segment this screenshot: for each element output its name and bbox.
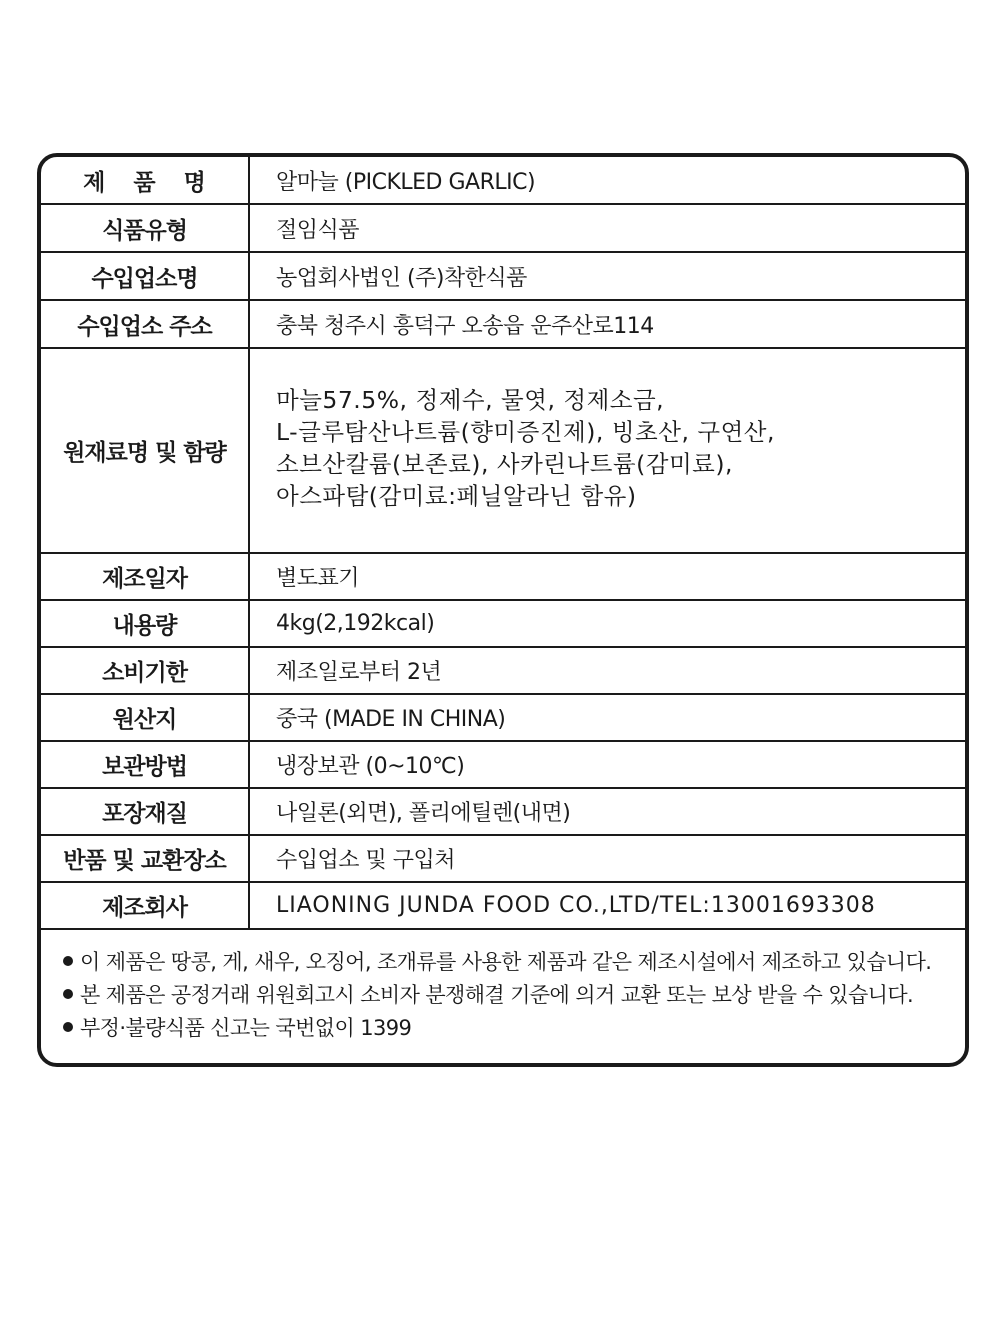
table-row bbox=[41, 300, 965, 348]
table-row bbox=[41, 882, 965, 929]
row-value-food-type: 절임식품 bbox=[249, 204, 965, 252]
product-label-box bbox=[37, 153, 969, 1067]
row-value-product-name: 알마늘 (PICKLED GARLIC) bbox=[249, 157, 965, 204]
row-key-expiry: 소비기한 bbox=[41, 647, 249, 694]
note-item bbox=[63, 1010, 965, 1043]
row-value-net-content: 4kg(2,192kcal) bbox=[249, 600, 965, 647]
ingredients-line: 소브산칼륨(보존료), 사카린나트륨(감미료), bbox=[276, 449, 733, 478]
table-row bbox=[41, 348, 965, 553]
row-value-importer-address: 충북 청주시 흥덕구 오송읍 운주산로114 bbox=[249, 300, 965, 348]
row-key-packaging: 포장재질 bbox=[41, 788, 249, 835]
row-key-importer-address: 수입업소 주소 bbox=[41, 300, 249, 348]
table-row bbox=[41, 204, 965, 252]
row-value-manufacture-date: 별도표기 bbox=[249, 553, 965, 600]
note-text: 이 제품은 땅콩, 게, 새우, 오징어, 조개류를 사용한 제품과 같은 제조시설에서 제조하고 있습니다. bbox=[80, 949, 932, 974]
table-row bbox=[41, 835, 965, 882]
note-text: 부정·불량식품 신고는 국번없이 1399 bbox=[80, 1015, 412, 1040]
row-value-manufacturer: LIAONING JUNDA FOOD CO.,LTD/TEL:13001693308 bbox=[249, 882, 965, 929]
row-key-importer-name: 수입업소명 bbox=[41, 252, 249, 300]
table-row bbox=[41, 647, 965, 694]
table-row bbox=[41, 741, 965, 788]
product-info-table bbox=[41, 157, 965, 930]
bullet-icon bbox=[63, 989, 73, 999]
note-text: 본 제품은 공정거래 위원회고시 소비자 분쟁해결 기준에 의거 교환 또는 보상 받을 수 있습니다. bbox=[80, 982, 914, 1007]
row-value-storage: 냉장보관 (0~10℃) bbox=[249, 741, 965, 788]
row-value-importer-name: 농업회사법인 (주)착한식품 bbox=[249, 252, 965, 300]
ingredients-line: 마늘57.5%, 정제수, 물엿, 정제소금, bbox=[276, 385, 665, 414]
table-row bbox=[41, 600, 965, 647]
ingredients-line: 아스파탐(감미료:페닐알라닌 함유) bbox=[276, 481, 637, 510]
table-row bbox=[41, 553, 965, 600]
row-value-return-place: 수입업소 및 구입처 bbox=[249, 835, 965, 882]
row-key-origin: 원산지 bbox=[41, 694, 249, 741]
ingredients-line: L-글루탐산나트륨(향미증진제), 빙초산, 구연산, bbox=[276, 417, 775, 446]
row-key-manufacture-date: 제조일자 bbox=[41, 553, 249, 600]
table-row bbox=[41, 788, 965, 835]
bullet-icon bbox=[63, 1022, 73, 1032]
row-key-food-type: 식품유형 bbox=[41, 204, 249, 252]
table-row bbox=[41, 694, 965, 741]
note-item bbox=[63, 977, 965, 1010]
row-key-return-place: 반품 및 교환장소 bbox=[41, 835, 249, 882]
bullet-icon bbox=[63, 956, 73, 966]
row-key-manufacturer: 제조회사 bbox=[41, 882, 249, 929]
table-row bbox=[41, 252, 965, 300]
row-value-ingredients bbox=[249, 348, 965, 553]
row-value-expiry: 제조일로부터 2년 bbox=[249, 647, 965, 694]
row-key-storage: 보관방법 bbox=[41, 741, 249, 788]
ingredients-list bbox=[276, 384, 965, 512]
row-key-net-content: 내용량 bbox=[41, 600, 249, 647]
notes-section bbox=[41, 930, 965, 1043]
row-value-origin: 중국 (MADE IN CHINA) bbox=[249, 694, 965, 741]
row-key-product-name: 제 품 명 bbox=[41, 157, 249, 204]
table-row bbox=[41, 157, 965, 204]
row-value-packaging: 나일론(외면), 폴리에틸렌(내면) bbox=[249, 788, 965, 835]
row-key-ingredients: 원재료명 및 함량 bbox=[41, 348, 249, 553]
note-item bbox=[63, 944, 965, 977]
